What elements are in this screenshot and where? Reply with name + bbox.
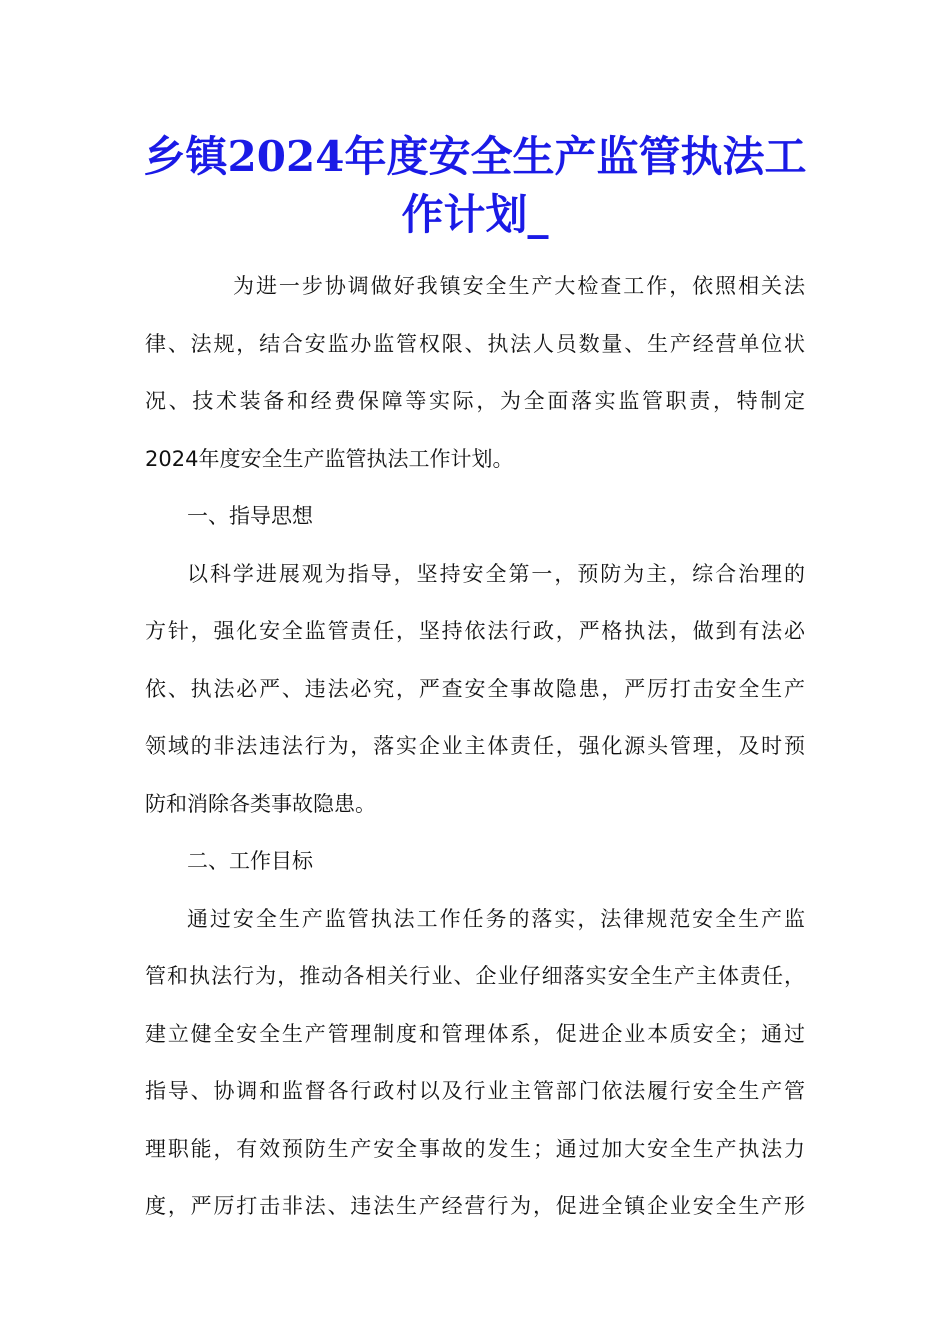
text-line: 律、法规，结合安监办监管权限、执法人员数量、生产经营单位状: [145, 331, 805, 356]
title-line-2: 作计划_: [401, 190, 549, 239]
paragraph-intro: [145, 258, 805, 488]
paragraph-work-goals: [145, 891, 805, 1236]
text-line: 建立健全安全生产管理制度和管理体系，促进企业本质安全；通过: [145, 1021, 805, 1046]
section-heading: 一、指导思想: [187, 504, 313, 528]
text-line: 依、执法必严、违法必究，严查安全事故隐患，严厉打击安全生产: [145, 676, 805, 701]
document-body: [145, 258, 805, 1236]
text-line: 防和消除各类事故隐患。: [145, 791, 376, 816]
text-line: 况、技术装备和经费保障等实际，为全面落实监管职责，特制定: [145, 389, 805, 413]
text-line: 以科学进展观为指导，坚持安全第一，预防为主，综合治理的: [187, 561, 805, 586]
title-line-1: 乡镇2024年度安全生产监管执法工: [143, 132, 807, 181]
section-heading-guiding-ideology: [145, 488, 805, 546]
text-line: 方针，强化安全监管责任，坚持依法行政，严格执法，做到有法必: [145, 619, 805, 643]
paragraph-guiding-ideology: [145, 546, 805, 834]
text-line: 通过安全生产监管执法工作任务的落实，法律规范安全生产监: [187, 906, 805, 931]
section-heading: 二、工作目标: [187, 849, 313, 873]
text-line: 管和执法行为，推动各相关行业、企业仔细落实安全生产主体责任，: [145, 964, 805, 988]
text-line: 指导、协调和监督各行政村以及行业主管部门依法履行安全生产管: [145, 1079, 805, 1103]
document-title: [120, 128, 830, 244]
text-line: 为进一步协调做好我镇安全生产大检查工作，依照相关法: [233, 274, 805, 298]
section-heading-work-goals: [145, 833, 805, 891]
text-line: 领域的非法违法行为，落实企业主体责任，强化源头管理，及时预: [145, 734, 805, 758]
text-line: 理职能，有效预防生产安全事故的发生；通过加大安全生产执法力: [145, 1136, 805, 1161]
text-line: 度，严厉打击非法、违法生产经营行为，促进全镇企业安全生产形: [145, 1194, 805, 1218]
text-line: 2024年度安全生产监管执法工作计划。: [145, 446, 514, 471]
